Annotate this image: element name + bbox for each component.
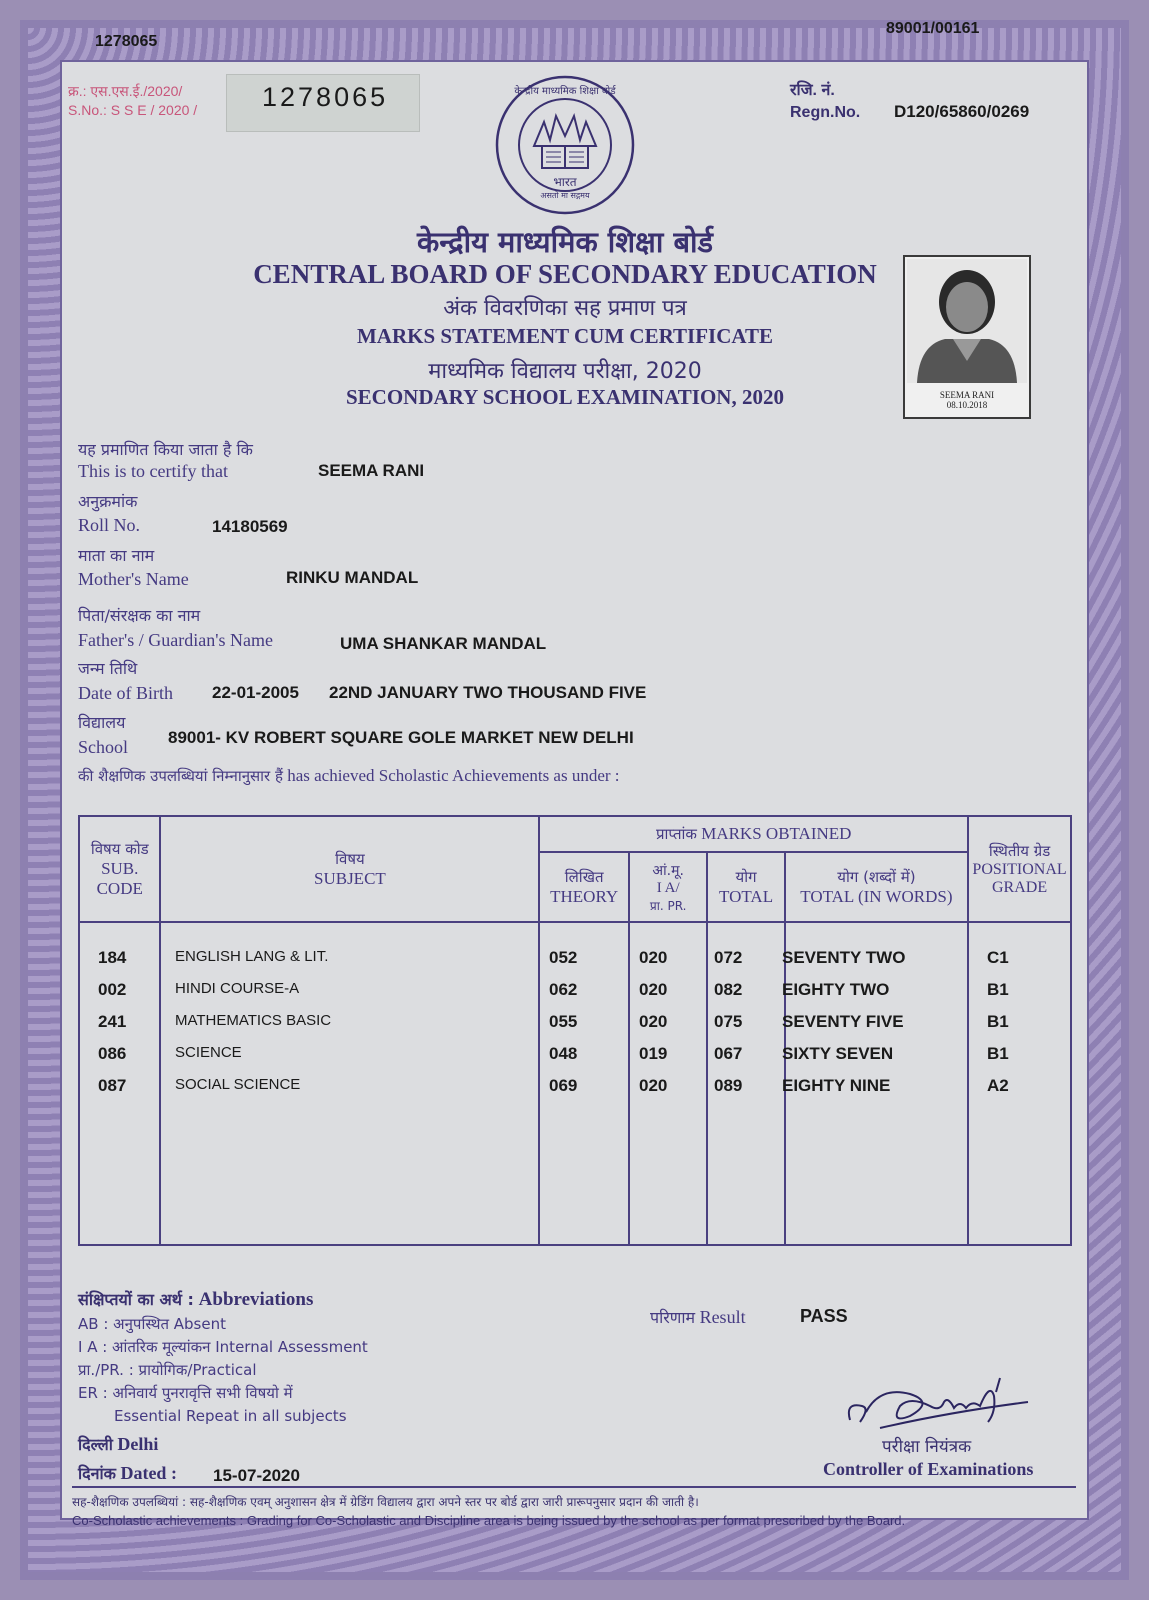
regn-label xyxy=(790,80,860,124)
row-ia: 020 xyxy=(639,1012,668,1031)
achievements-hindi: की शैक्षणिक उपलब्धियां निम्नानुसार हैं xyxy=(78,767,283,785)
dob-value: 22-01-2005 xyxy=(212,683,299,702)
header-total-hindi: योग xyxy=(735,868,757,886)
dated-label-hindi: दिनांक xyxy=(78,1464,116,1483)
school-label: School xyxy=(78,737,129,757)
mother-label: Mother's Name xyxy=(78,569,189,589)
abbrev-practical: प्रा./PR. : प्रायोगिक/Practical xyxy=(78,1361,257,1379)
row-theory: 048 xyxy=(549,1044,578,1063)
table-row xyxy=(0,1044,1149,1068)
header-sub-code xyxy=(79,816,160,922)
dob-words: 22ND JANUARY TWO THOUSAND FIVE xyxy=(329,683,647,702)
abbrev-absent: AB : अनुपस्थित Absent xyxy=(78,1315,226,1333)
mother-name: RINKU MANDAL xyxy=(286,568,419,587)
header-pr: प्रा. PR. xyxy=(649,898,687,913)
exam-title: SECONDARY SCHOOL EXAMINATION, 2020 xyxy=(346,385,784,409)
place-english: Delhi xyxy=(117,1434,159,1454)
abbreviations-title-english: Abbreviations xyxy=(198,1289,314,1310)
row-words: SEVENTY FIVE xyxy=(782,1012,904,1031)
header-grade-line1: POSITIONAL xyxy=(972,861,1067,878)
photo-date: 08.10.2018 xyxy=(946,400,988,410)
dated-label-english: Dated : xyxy=(120,1463,177,1483)
certificate-title: MARKS STATEMENT CUM CERTIFICATE xyxy=(356,324,773,348)
row-code: 241 xyxy=(98,1012,127,1031)
table-row xyxy=(0,1012,1149,1036)
row-ia: 020 xyxy=(639,1076,668,1095)
row-grade: C1 xyxy=(987,948,1009,967)
regn-number: D120/65860/0269 xyxy=(894,102,1030,121)
abbreviations-title-hindi: संक्षिप्तयों का अर्थ : xyxy=(78,1290,194,1309)
row-words: EIGHTY TWO xyxy=(782,980,890,999)
table-row xyxy=(0,980,1149,1004)
place xyxy=(78,1433,158,1455)
row-subject: HINDI COURSE-A xyxy=(175,980,300,997)
abbreviations-title xyxy=(78,1288,313,1311)
certificate-title-hindi: अंक विवरणिका सह प्रमाण पत्र xyxy=(443,296,687,321)
row-code: 002 xyxy=(98,980,127,999)
emblem-bottom-text: भारत xyxy=(553,175,577,189)
achievements-line xyxy=(78,766,620,786)
row-theory: 062 xyxy=(549,980,578,999)
serial-number: 1278065 xyxy=(262,82,389,112)
abbreviations-list xyxy=(78,1313,368,1428)
row-code: 087 xyxy=(98,1076,127,1095)
header-grade-line2: GRADE xyxy=(991,879,1048,896)
row-total: 067 xyxy=(714,1044,743,1063)
result-value: PASS xyxy=(800,1306,848,1326)
row-subject: ENGLISH LANG & LIT. xyxy=(175,948,329,965)
header-words-hindi: योग (शब्दों में) xyxy=(837,868,916,886)
row-grade: B1 xyxy=(987,980,1009,999)
father-label-hindi: पिता/संरक्षक का नाम xyxy=(78,606,201,625)
certificate-header xyxy=(200,222,930,410)
header-theory xyxy=(539,852,629,922)
row-grade: B1 xyxy=(987,1012,1009,1031)
dob-label: Date of Birth xyxy=(78,683,173,703)
result-label-english: Result xyxy=(699,1307,746,1327)
row-ia: 019 xyxy=(639,1044,668,1063)
serial-label-hindi: क्र.: एस.एस.ई./2020/ xyxy=(68,83,183,99)
result-label-hindi: परिणाम xyxy=(650,1308,696,1327)
dated-label xyxy=(78,1462,177,1484)
regn-label-english: Regn.No. xyxy=(790,104,861,121)
father-name: UMA SHANKAR MANDAL xyxy=(340,634,547,653)
header-sub-code-line1: SUB. xyxy=(101,859,139,878)
header-subject-english: SUBJECT xyxy=(314,869,386,888)
row-theory: 052 xyxy=(549,948,578,967)
emblem-top-text: केन्द्रीय माध्यमिक शिक्षा बोर्ड xyxy=(514,86,616,97)
header-subject xyxy=(160,816,539,922)
row-subject: SCIENCE xyxy=(175,1044,242,1061)
row-ia: 020 xyxy=(639,980,668,999)
dated-value: 15-07-2020 xyxy=(213,1466,300,1485)
emblem-motto: असतो मा सद्गमय xyxy=(540,191,590,200)
footer-divider xyxy=(72,1486,1076,1488)
serial-label xyxy=(68,82,197,120)
cbse-emblem xyxy=(494,74,636,216)
certify-label-hindi: यह प्रमाणित किया जाता है कि xyxy=(78,440,253,459)
controller-title-hindi: परीक्षा नियंत्रक xyxy=(882,1437,972,1457)
exam-title-hindi: माध्यमिक विद्यालय परीक्षा, 2020 xyxy=(428,359,702,384)
header-total xyxy=(707,852,784,922)
table-row xyxy=(0,1076,1149,1100)
achievements-english: has achieved Scholastic Achievements as under : xyxy=(287,766,620,785)
header-ia-hindi: आं.मू. xyxy=(652,862,684,879)
header-marks-english: MARKS OBTAINED xyxy=(701,824,852,843)
header-marks-obtained xyxy=(539,816,968,852)
student-name: SEEMA RANI xyxy=(318,461,425,480)
header-grade xyxy=(968,816,1071,922)
dob-label-hindi: जन्म तिथि xyxy=(78,659,138,678)
row-code: 086 xyxy=(98,1044,127,1063)
row-grade: A2 xyxy=(987,1076,1009,1095)
regn-label-hindi: रजि. नं. xyxy=(790,82,835,99)
row-theory: 069 xyxy=(549,1076,578,1095)
roll-label: Roll No. xyxy=(78,515,141,535)
place-hindi: दिल्ली xyxy=(78,1435,113,1454)
header-marks-hindi: प्राप्तांक xyxy=(655,825,697,843)
header-ia xyxy=(629,852,707,922)
row-total: 082 xyxy=(714,980,743,999)
school-name: 89001- KV ROBERT SQUARE GOLE MARKET NEW DELHI xyxy=(168,728,634,747)
row-code: 184 xyxy=(98,948,127,967)
row-ia: 020 xyxy=(639,948,668,967)
row-subject: MATHEMATICS BASIC xyxy=(175,1012,332,1029)
header-words-english: TOTAL (IN WORDS) xyxy=(800,887,953,906)
serial-label-english: S.No.: S S E / 2020 / xyxy=(68,102,198,118)
top-left-serial: 1278065 xyxy=(95,33,158,50)
certify-label: This is to certify that xyxy=(78,461,228,481)
row-theory: 055 xyxy=(549,1012,578,1031)
top-right-serial: 89001/00161 xyxy=(886,20,980,37)
abbrev-essential-repeat: ER : अनिवार्य पुनरावृत्ति सभी विषयो में xyxy=(78,1384,293,1402)
header-sub-code-line2: CODE xyxy=(96,879,143,898)
controller-title: Controller of Examinations xyxy=(823,1459,1034,1479)
header-grade-hindi: स्थितीय ग्रेड xyxy=(988,842,1051,860)
table-row xyxy=(0,948,1149,972)
photo-caption xyxy=(905,390,1029,410)
header-ia-english: I A/ xyxy=(656,879,680,896)
board-name: CENTRAL BOARD OF SECONDARY EDUCATION xyxy=(253,259,877,289)
student-portrait-icon xyxy=(905,257,1029,385)
footer-english: Co-Scholastic achievements : Grading for Co-Scholastic and Discipline area is being issued by the school as per format prescribed by the Board. xyxy=(72,1513,906,1528)
header-sub-code-hindi: विषय कोड xyxy=(90,840,149,858)
row-words: SIXTY SEVEN xyxy=(782,1044,894,1063)
mother-label-hindi: माता का नाम xyxy=(78,546,155,565)
header-total-words xyxy=(785,852,968,922)
school-label-hindi: विद्यालय xyxy=(78,713,126,732)
row-subject: SOCIAL SCIENCE xyxy=(175,1076,301,1093)
roll-label-hindi: अनुक्रमांक xyxy=(78,492,138,511)
board-name-hindi: केन्द्रीय माध्यमिक शिक्षा बोर्ड xyxy=(416,225,714,259)
roll-number: 14180569 xyxy=(212,517,288,536)
photo-name: SEEMA RANI xyxy=(939,390,995,400)
father-label: Father's / Guardian's Name xyxy=(78,630,273,650)
footer-hindi: सह-शैक्षणिक उपलब्धियां : सह-शैक्षणिक एवम् अनुशासन क्षेत्र में ग्रेडिंग विद्यालय द्वारा अपने स्तर पर बोर्ड द्वारा जारी प्रारूपनुसार प्रदान की जाती है। xyxy=(72,1495,699,1509)
student-photo xyxy=(903,255,1031,419)
row-grade: B1 xyxy=(987,1044,1009,1063)
row-total: 075 xyxy=(714,1012,743,1031)
row-total: 072 xyxy=(714,948,743,967)
controller-signature xyxy=(840,1372,1040,1442)
header-total-english: TOTAL xyxy=(719,887,774,906)
header-theory-english: THEORY xyxy=(550,887,619,906)
header-subject-hindi: विषय xyxy=(335,850,365,868)
abbrev-internal-assessment: I A : आंतरिक मूल्यांकन Internal Assessment xyxy=(78,1338,368,1356)
abbrev-essential-repeat-english: Essential Repeat in all subjects xyxy=(114,1407,347,1425)
result-label xyxy=(650,1306,746,1328)
row-total: 089 xyxy=(714,1076,743,1095)
row-words: EIGHTY NINE xyxy=(782,1076,891,1095)
header-theory-hindi: लिखित xyxy=(564,868,604,886)
row-words: SEVENTY TWO xyxy=(782,948,906,967)
